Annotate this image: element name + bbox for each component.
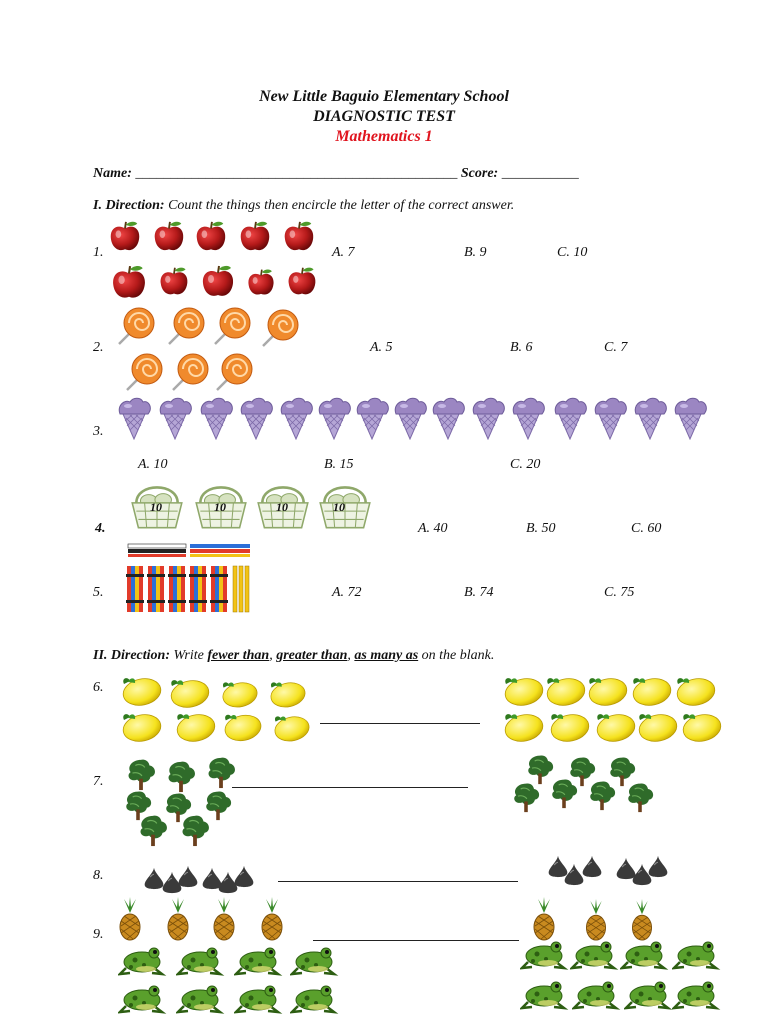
icecream-icon [433,398,464,439]
frog-icon [574,982,616,1008]
q5-bundles [126,562,256,616]
stick-bundle-icon [147,566,165,612]
frog-icon [674,942,716,968]
apple-icon [111,222,139,250]
frog-icon [292,986,334,1012]
frog-icon [236,986,278,1012]
pineapple-icon [214,897,234,940]
pineapple-icon [168,897,188,940]
q5-choice-c[interactable]: C. 75 [604,585,635,600]
apple-icon [161,268,188,295]
icecream-icon [675,398,706,439]
q1-apples [108,218,328,308]
name-blank[interactable]: ______________________________________________ [135,166,458,181]
tree-icon [628,783,653,812]
icecream-icon [281,398,312,439]
tree-icon [183,816,209,846]
pineapple-icon [586,899,605,940]
stick-bundle-icon [189,566,207,612]
q4-choice-c[interactable]: C. 60 [631,521,662,536]
frog-icon [674,982,716,1008]
basket-count-label: 10 [214,500,226,514]
tree-icon [610,757,635,786]
chocolate-kiss-icon [179,866,198,887]
chocolate-kiss-icon [235,866,254,887]
lollipop-icon [119,308,154,344]
frog-icon [626,982,668,1008]
q6-lemons-right [502,674,724,748]
apple-icon [248,270,273,295]
q2-lollipops [115,306,315,392]
apple-icon [285,222,313,250]
q1-choice-a[interactable]: A. 7 [332,245,355,260]
school-name: New Little Baguio Elementary School [259,88,509,105]
stick-icon [233,566,237,612]
lemon-icon [595,711,638,744]
tree-icon [209,758,235,788]
icecream-icon [201,398,232,439]
frog-icon [572,942,614,968]
apple-icon [241,222,269,250]
frog-icon [292,948,334,974]
frog-icon [120,948,162,974]
chocolate-kiss-icon [163,872,182,893]
pineapple-icon [632,899,651,940]
frog-icon [522,982,564,1008]
option-as-many-as: as many as [354,648,419,663]
lemon-icon [549,711,592,744]
q6-lemons-left [118,674,318,748]
frog-icon [622,942,664,968]
q7-trees-left [122,752,242,848]
lollipop-icon [263,310,298,346]
lemon-icon [503,711,546,744]
basket-count-label: 10 [276,500,288,514]
frog-icon [120,986,162,1012]
part2-text-pre: Write [173,648,204,663]
q3-choice-a[interactable]: A. 10 [138,457,168,472]
tree-icon [552,779,577,808]
tree-icon [141,816,167,846]
apple-icon [113,266,145,298]
q2-choice-c[interactable]: C. 7 [604,340,628,355]
q8-kisses-left [140,860,260,896]
part1-direction [93,198,514,214]
lollipop-icon [169,308,204,344]
q6-answer-blank[interactable] [320,723,480,724]
frog-icon [178,986,220,1012]
icecream-icon [635,398,666,439]
q9-frogs-left [118,942,344,1022]
lollipop-icon [215,308,250,344]
subject-title: Mathematics 1 [335,128,433,145]
lollipop-icon [173,354,208,390]
chocolate-kiss-icon [145,868,164,889]
lemon-icon [637,711,680,744]
tree-icon [590,781,615,810]
lemon-icon [587,675,630,708]
q5-number: 5. [93,585,104,600]
q4-choice-b[interactable]: B. 50 [526,521,556,536]
icecream-icon [160,398,191,439]
q7-number: 7. [93,774,104,789]
part2-text-post: on the blank. [421,648,495,663]
name-score-line [93,166,579,182]
part2-direction: II. Direction: Write fewer than, greater than, as many as on the blank. [93,648,495,663]
lemon-icon [269,680,308,710]
q7-answer-blank[interactable] [232,787,468,788]
icecream-icon [357,398,388,439]
icecream-icon [241,398,272,439]
chocolate-kiss-icon [203,868,222,889]
q4-number: 4. [95,521,106,536]
q7-trees-right [510,752,660,816]
stick-bundle-icon [126,566,144,612]
frog-icon [522,942,564,968]
test-title: DIAGNOSTIC TEST [313,108,455,125]
tree-icon [169,762,195,792]
lemon-icon [175,711,218,744]
q9-pineapples-left [116,897,296,941]
chocolate-kiss-icon [219,872,238,893]
q3-icecreams [116,396,716,442]
apple-icon [197,222,225,250]
lollipop-icon [217,354,252,390]
q4-choice-a[interactable]: A. 40 [418,521,448,536]
lemon-icon [221,680,260,710]
lemon-icon [675,675,718,708]
part1-title: I. Direction: [93,198,165,213]
tree-icon [206,791,231,820]
tree-icon [166,793,191,822]
q1-choice-c[interactable]: C. 10 [557,245,588,260]
option-greater-than: greater than [276,648,348,663]
q1-number: 1. [93,245,104,260]
basket-count-label: 10 [150,500,162,514]
part2-title: II. Direction: [93,648,170,663]
chocolate-kiss-icon [565,864,584,885]
basket-icon [320,487,370,527]
icecream-icon [119,398,150,439]
lemon-icon [121,675,164,708]
stick-icon [245,566,249,612]
lemon-icon [681,711,724,744]
q5-choice-b[interactable]: B. 74 [464,585,494,600]
q2-choice-b[interactable]: B. 6 [510,340,533,355]
frog-icon [178,948,220,974]
name-label: Name: [93,166,132,181]
score-blank[interactable]: ___________ [501,166,579,181]
score-label: Score: [460,166,499,181]
q8-answer-blank[interactable] [278,881,518,882]
part1-text: Count the things then encircle the letter of the correct answer. [168,198,515,213]
lemon-icon [503,675,546,708]
icecream-icon [513,398,544,439]
pineapple-icon [120,897,140,940]
icecream-icon [473,398,504,439]
apple-icon [289,268,316,295]
lemon-icon [223,712,264,744]
q9-pineapples-right [528,897,658,941]
icecream-icon [395,398,426,439]
tree-icon [126,791,151,820]
stick-bundle-icon [210,566,228,612]
q3-choice-b[interactable]: B. 15 [324,457,354,472]
q8-number: 8. [93,868,104,883]
frog-icon [236,948,278,974]
chocolate-kiss-icon [583,856,602,877]
pineapple-icon [534,897,554,940]
tree-icon [528,755,553,784]
chocolate-kiss-icon [633,864,652,885]
apple-icon [203,266,233,296]
icecream-icon [595,398,626,439]
pineapple-icon [262,897,282,940]
q5-loose-sticks [126,540,252,560]
lollipop-icon [127,354,162,390]
stick-bundle-icon [168,566,186,612]
q2-number: 2. [93,340,104,355]
lemon-icon [545,675,588,708]
stick-icon [239,566,243,612]
chocolate-kiss-icon [617,858,636,879]
q9-frogs-right [520,936,724,1020]
basket-count-label: 10 [333,500,345,514]
tree-icon [514,783,539,812]
icecream-icon [319,398,350,439]
option-fewer-than: fewer than [207,648,270,663]
q1-choice-b[interactable]: B. 9 [464,245,487,260]
q3-choice-c[interactable]: C. 20 [510,457,541,472]
q3-number: 3. [93,424,104,439]
q9-number: 9. [93,927,104,942]
lemon-icon [121,711,164,744]
chocolate-kiss-icon [549,856,568,877]
q2-choice-a[interactable]: A. 5 [370,340,393,355]
tree-icon [570,757,595,786]
q6-number: 6. [93,680,104,695]
chocolate-kiss-icon [649,856,668,877]
q5-choice-a[interactable]: A. 72 [332,585,362,600]
lemon-icon [273,714,312,744]
lemon-icon [631,675,674,708]
q9-answer-blank[interactable] [313,940,519,941]
lemon-icon [169,677,212,710]
icecream-icon [555,398,586,439]
q8-kisses-right [544,852,674,888]
apple-icon [155,222,183,250]
tree-icon [129,760,155,790]
